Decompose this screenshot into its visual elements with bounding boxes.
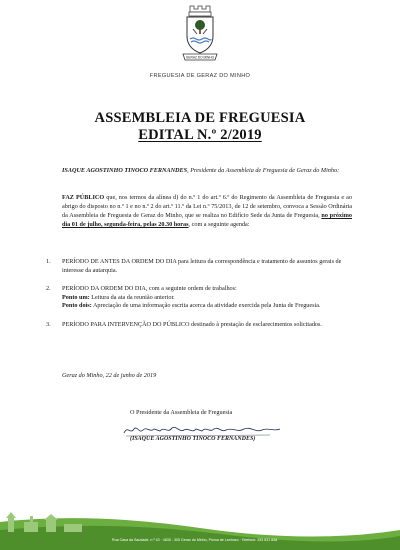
agenda-item-text: PERÍODO DE ANTES DA ORDEM DO DIA para leitura da correspondência e tratamento de assuntos gerais de interesse da autarquia. bbox=[62, 258, 342, 274]
president-role: , Presidente da Assembleia de Freguesia de Geraz do Minho: bbox=[187, 167, 340, 174]
crest-banner-text: GERAZ DO MINHO bbox=[185, 55, 215, 60]
point-two-label: Ponto dois: bbox=[62, 302, 92, 310]
notice-text-2: , com a seguinte agenda: bbox=[188, 221, 250, 228]
agenda-item-number: 1. bbox=[46, 258, 51, 265]
notice-lead: FAZ PÚBLICO bbox=[62, 194, 105, 201]
document-title: ASSEMBLEIA DE FREGUESIA bbox=[94, 110, 306, 126]
agenda-item bbox=[40, 258, 355, 275]
agenda-item-text: PERÍODO PARA INTERVENÇÃO DO PÚBLICO destinado à prestação de esclarecimentos solicitados. bbox=[62, 320, 322, 328]
president-name: ISAQUE AGOSTINHO TINOCO FERNANDES bbox=[62, 167, 188, 174]
signatory-title: O Presidente da Assembleia de Freguesia bbox=[130, 409, 233, 416]
agenda-item-number: 3. bbox=[46, 320, 51, 328]
agenda-item-number: 2. bbox=[46, 285, 51, 293]
point-one-text: Leitura da ata da reunião anterior. bbox=[89, 293, 175, 301]
session-date: no próximo dia 01 de julho, segunda-feira, pelas 20.30 horas bbox=[62, 212, 352, 228]
coat-of-arms-icon bbox=[180, 4, 220, 66]
notice-text-1: que, nos termos da alínea d) do n.º 1 do art.º 6.º do Regimento da Assembleia de Freguesia e ao abrigo do disposto no n.º 1 e no n.º 2 do art.º 11.º da Lei n.º 75/2013, de 12 de setembro, convoca a Sessão Ordinária da Assembleia de Freguesia de Geraz do Minho, que se realiza no Edifício Sede da Junta de Freguesia, bbox=[62, 194, 353, 219]
signatory-name: (ISAQUE AGOSTINHO TINOCO FERNANDES) bbox=[130, 436, 256, 442]
intro-paragraph bbox=[62, 166, 352, 175]
agenda-list bbox=[40, 258, 355, 340]
footer-banner bbox=[0, 508, 400, 550]
notice-paragraph bbox=[62, 193, 352, 229]
edital-number: EDITAL N.º 2/2019 bbox=[138, 127, 262, 143]
agenda-item bbox=[40, 285, 355, 311]
place-and-date: Geraz do Minho, 22 de junho de 2019 bbox=[62, 372, 157, 379]
point-two-text: Apreciação de uma informação escrita acerca da atividade exercida pela Junta de Freguesia. bbox=[91, 302, 321, 310]
agenda-item bbox=[40, 321, 355, 330]
agenda-item-text: PERÍODO DA ORDEM DO DIA, com a seguinte ordem de trabalhos: bbox=[62, 285, 237, 293]
footer-address: Rua Casa da Saudade, n.º 43 · 4830 - 305 Geraz do Minho, Póvoa de Lanhoso · Telefone: 253 631 848 bbox=[112, 538, 278, 542]
parish-name: FREGUESIA DE GERAZ DO MINHO bbox=[149, 73, 251, 79]
point-one-label: Ponto um: bbox=[62, 293, 90, 301]
